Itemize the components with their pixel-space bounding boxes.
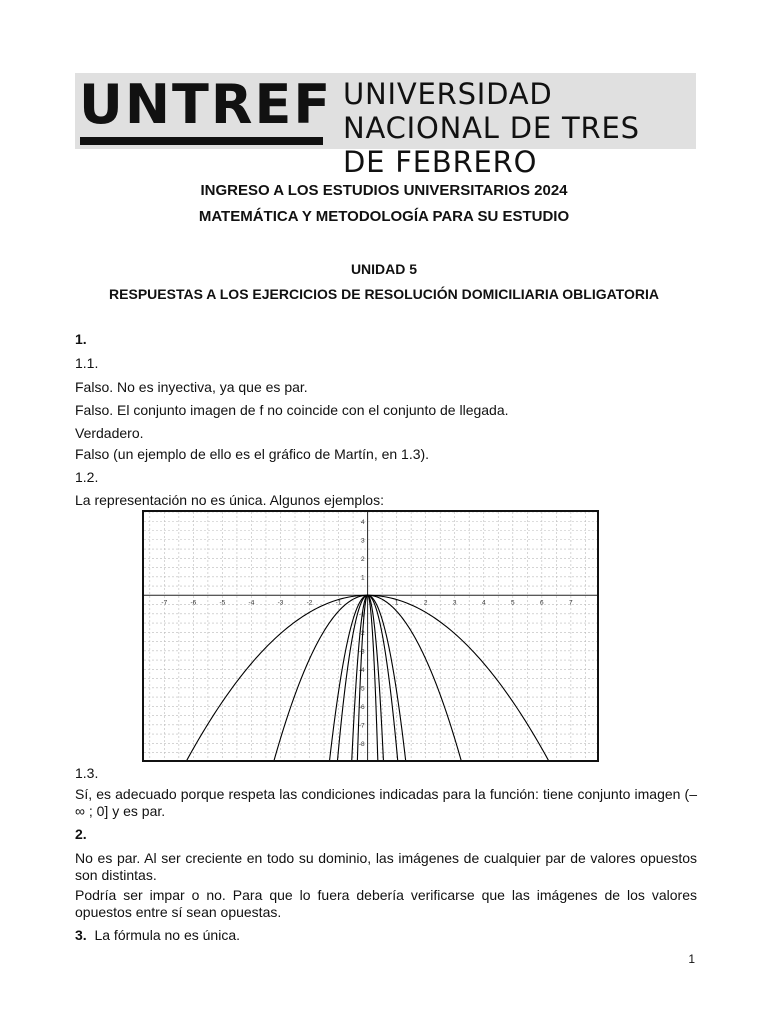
item-1-3-label: 1.3. [75,765,99,781]
y-tick-label: -3 [358,648,365,656]
x-tick-label: -7 [161,599,168,607]
answer-paragraph: Podría ser impar o no. Para que lo fuera debería verificarse que las imágenes de los valores opuestos entre sí sean opuestas. [75,887,697,920]
graph-canvas [144,512,597,760]
y-tick-label: 4 [360,518,365,526]
x-tick-label: 5 [510,599,515,607]
y-tick-label: -6 [358,703,365,711]
x-tick-label: 4 [481,599,486,607]
answer-line: Verdadero. [75,425,144,441]
answer-line: Falso. No es inyectiva, ya que es par. [75,379,308,395]
y-tick-label: 3 [360,537,365,545]
answer-line: Falso (un ejemplo de ello es el gráfico de Martín, en 1.3). [75,446,430,462]
y-tick-label: 1 [360,574,365,582]
y-tick-label: -8 [358,740,365,748]
question-3-line [75,927,240,944]
answer-paragraph: Sí, es adecuado porque respeta las condiciones indicadas para la función: tiene conjunto imagen (– ∞ ; 0] y es par. [75,786,697,819]
y-tick-label: -5 [358,685,365,693]
y-tick-label: -4 [358,666,365,674]
title-line-1: INGRESO A LOS ESTUDIOS UNIVERSITARIOS 2024 [200,182,568,199]
university-name-text: UNIVERSIDAD NACIONAL DE TRES DE FEBRERO [343,77,640,179]
x-tick-label: 6 [540,599,544,607]
university-name [343,77,688,179]
x-tick-label: 3 [452,599,457,607]
question-2-label: 2. [75,826,87,842]
x-tick-label: -1 [335,599,342,607]
header-banner [75,73,696,179]
unit-title: UNIDAD 5 [350,261,418,277]
x-tick-label: 2 [423,599,428,607]
x-tick-label: -6 [190,599,197,607]
x-tick-label: 7 [569,599,573,607]
x-tick-label: -5 [219,599,226,607]
question-3-label: 3. [75,927,87,943]
y-tick-label: -2 [358,629,365,637]
section-subtitle: RESPUESTAS A LOS EJERCICIOS DE RESOLUCIÓN DOMICILIARIA OBLIGATORIA [109,286,659,302]
answer-line: La representación no es única. Algunos ejemplos: [75,492,384,508]
parabolas-graph [142,510,599,762]
question-1-label: 1. [75,331,87,347]
answer-text: La fórmula no es única. [94,927,240,943]
logo-underline [80,137,323,145]
item-1-1-label: 1.1. [75,355,99,371]
y-tick-label: -1 [358,611,365,619]
x-tick-label: -2 [306,599,313,607]
item-1-2-label: 1.2. [75,469,99,485]
answer-paragraph: No es par. Al ser creciente en todo su dominio, las imágenes de cualquier par de valores opuestos son distintas. [75,850,697,883]
title-line-2: MATEMÁTICA Y METODOLOGÍA PARA SU ESTUDIO [198,208,570,225]
untref-logo: UNTREF [79,73,333,136]
x-tick-label: 1 [394,599,399,607]
answer-line: Falso. El conjunto imagen de f no coincide con el conjunto de llegada. [75,402,509,418]
page-number: 1 [688,952,695,966]
y-tick-label: -7 [358,722,365,730]
x-tick-label: -4 [248,599,255,607]
y-tick-label: 2 [360,555,365,563]
x-tick-label: -3 [277,599,284,607]
